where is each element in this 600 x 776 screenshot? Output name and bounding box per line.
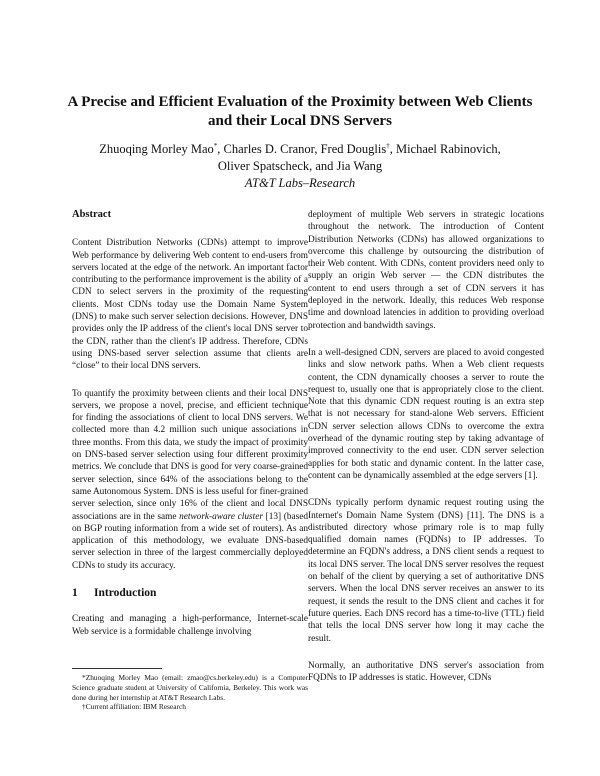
footnote-2: †Current affiliation: IBM Research (82, 702, 186, 712)
footnote-mark-star: * (213, 141, 218, 150)
abstract-p2-text-a: To quantify the proximity between clients and their local DNS servers, we propose a novel, precise, and efficient technique for finding the associations of client to local DNS servers. We collected more than 4.2 million such unique associations in three months. From this data, we study the impact of proximity on DNS-based server selection using four different proximity metrics. We conclude that DNS is good for very coarse-grained server selection, since 64% of the associations belong to the same Autonomous System. DNS is less useful for finer-grained server selection, since only 16% of the client and local DNS associations are in the same (72, 388, 308, 522)
author-mao: Zhuoqing Morley Mao (99, 142, 214, 156)
author-rabinovich: , Michael Rabinovich, (389, 142, 501, 156)
right-paragraph-4: Normally, an authoritative DNS server's association from FQDNs to IP addresses is static. However, CDNs (308, 660, 544, 684)
intro-paragraph-1: Creating and managing a high-performance, Internet-scale Web service is a formidable challenge involving (72, 614, 308, 637)
title-line-1: A Precise and Efficient Evaluation of the Proximity between Web Clients (67, 94, 533, 110)
abstract-paragraph-2 (72, 388, 308, 572)
abstract-paragraph-1: Content Distribution Networks (CDNs) attempt to improve Web performance by delivering Web content to end-users from servers located at the edge of the network. An important factor contributing to the performance improvement is the ability of a CDN to select servers in the proximity of the requesting clients. Most CDNs today use the Domain Name System (DNS) to make such server selection decisions. However, DNS provides only the IP address of the client's local DNS server to the CDN, rather than the client's IP address. Therefore, CDNs using DNS-based server selection assume that clients are “close” to their local DNS servers. (72, 238, 308, 372)
intro-heading (72, 587, 308, 599)
right-paragraph-2: In a well-designed CDN, servers are placed to avoid congested links and slow network paths. When a Web client requests content, the CDN dynamically chooses a server to route the request to, usually one that is appropriately close to the client. Note that this dynamic CDN request routing is an extra step that is not necessary for stand-alone Web servers. Efficient CDN server selection allows CDNs to overcome the extra overhead of the dynamic routing step by taking advantage of improved connectivity to the end user. CDN server selection applies for both static and dynamic content. In the latter case, content can be dynamically assembled at the edge servers [1]. (308, 347, 544, 481)
authors-line-2: Oliver Spatscheck, and Jia Wang (217, 159, 383, 173)
abstract-heading: Abstract (72, 209, 112, 220)
abstract-p2-emphasis: network-aware cluster (179, 511, 263, 522)
author-block (40, 141, 560, 192)
intro-section-number: 1 (72, 587, 78, 600)
right-column (308, 209, 544, 699)
affiliation: AT&T Labs–Research (244, 176, 356, 190)
title-line-2: and their Local DNS Servers (208, 113, 392, 129)
footnote-mark-dagger: † (386, 141, 390, 150)
right-paragraph-3: CDNs typically perform dynamic request routing using the Internet's Domain Name System (DNS) [11]. The DNS is a distributed directory whose primary role is to map fully qualified domain names (FQDNs) to IP addresses. To determine an FQDN's address, a DNS client sends a request to its local DNS server. The local DNS server resolves the request on behalf of the client by querying a set of authoritative DNS servers. When the local DNS server receives an answer to its request, it sends the result to the DNS client and caches it for future queries. Each DNS record has a time-to-live (TTL) field that tells the local DNS server how long it may cache the result. (308, 498, 544, 644)
footnote-rule (72, 668, 162, 669)
footnote-1: *Zhuoqing Morley Mao (email: zmao@cs.berkeley.edu) is a Computer Science graduate student at University of California, Berkeley. This work was done during her internship at AT&T Research Labs. (72, 673, 308, 702)
right-paragraph-1: deployment of multiple Web servers in strategic locations throughout the network. The introduction of Content Distribution Networks (CDNs) has allowed organizations to overcome this challenge by outsourcing the distribution of their Web content. With CDNs, content providers need only to supply an origin Web server — the CDN distributes the content to end users through a set of CDN servers it has deployed in the network. Ideally, this reduces Web response time and download latencies in addition to providing overload protection and bandwidth savings. (308, 210, 544, 331)
authors-cranor-douglis: , Charles D. Cranor, Fred Douglis (217, 142, 387, 156)
abstract-p2-text-b: [13] (based on BGP routing information from a wide set of routers). As an application of this methodology, we evaluate DNS-based server selection in three of the largest commercially deployed CDNs to study its accuracy. (72, 511, 308, 571)
authors-line-1 (40, 141, 560, 158)
intro-section-title: Introduction (94, 587, 157, 600)
left-column (72, 209, 308, 653)
footnotes (72, 668, 308, 712)
paper-title (40, 93, 560, 131)
